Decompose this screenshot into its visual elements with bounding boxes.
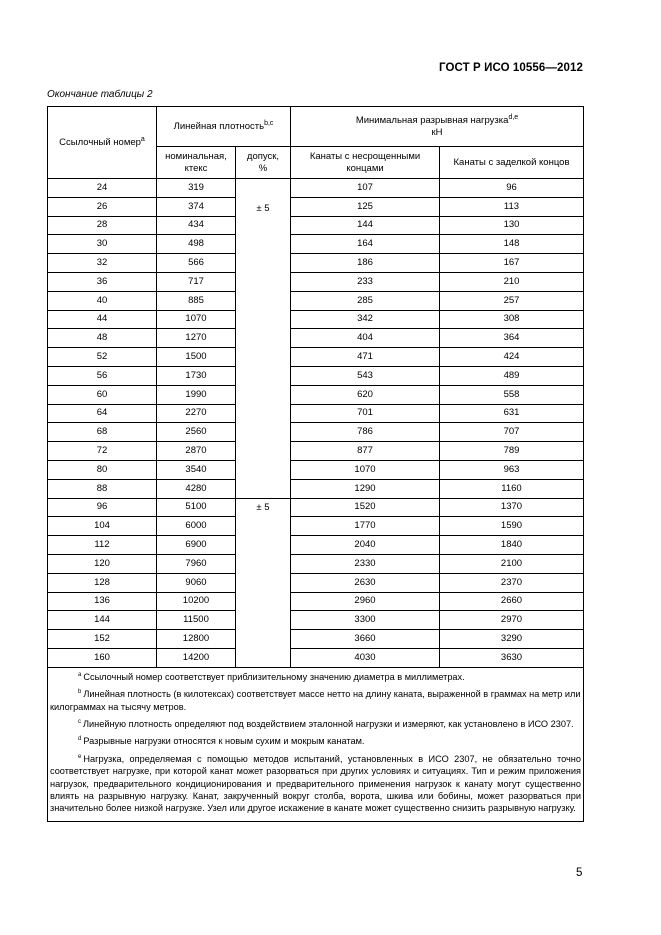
table-row <box>48 573 584 592</box>
cell-ref: 96 <box>48 498 157 517</box>
cell-unspliced: 701 <box>291 404 440 423</box>
table-row <box>48 385 584 404</box>
footnote-text-a: Ссылочный номер соответствует приблизительному значению диаметра в миллиметрах. <box>83 671 465 682</box>
header-ref-number-footnote-mark: a <box>140 135 145 143</box>
cell-density: 7960 <box>157 554 236 573</box>
footnote-text-b: Линейная плотность (в килотексах) соответствует массе нетто на длину каната, выраженной в граммах на метр или килограммах на тысячу метров. <box>50 689 581 712</box>
cell-terminated: 963 <box>440 460 584 479</box>
cell-density: 2270 <box>157 404 236 423</box>
table-row <box>48 479 584 498</box>
cell-density: 12800 <box>157 630 236 649</box>
cell-unspliced: 404 <box>291 329 440 348</box>
footnote-mark-b: b <box>78 689 82 696</box>
table-row <box>48 348 584 367</box>
table-row <box>48 423 584 442</box>
cell-unspliced: 285 <box>291 291 440 310</box>
cell-ref: 26 <box>48 197 157 216</box>
header-tolerance: допуск, % <box>236 147 291 179</box>
cell-density: 6000 <box>157 517 236 536</box>
cell-density: 6900 <box>157 536 236 555</box>
cell-unspliced: 3660 <box>291 630 440 649</box>
footnote-text-d: Разрывные нагрузки относятся к новым сухим и мокрым канатам. <box>83 736 365 747</box>
cell-density: 14200 <box>157 648 236 667</box>
table-row <box>48 254 584 273</box>
table-row <box>48 554 584 573</box>
cell-density: 319 <box>157 179 236 198</box>
cell-ref: 44 <box>48 310 157 329</box>
cell-density: 10200 <box>157 592 236 611</box>
cell-density: 1270 <box>157 329 236 348</box>
cell-density: 1500 <box>157 348 236 367</box>
header-linear-density <box>157 107 291 147</box>
table-row <box>48 460 584 479</box>
cell-ref: 28 <box>48 216 157 235</box>
cell-unspliced: 2630 <box>291 573 440 592</box>
footnote-b <box>50 688 581 713</box>
cell-density: 434 <box>157 216 236 235</box>
header-breaking-load <box>291 107 584 147</box>
table-row <box>48 310 584 329</box>
cell-terminated: 210 <box>440 272 584 291</box>
footnote-mark-c: c <box>78 718 81 725</box>
table-row <box>48 329 584 348</box>
cell-ref: 160 <box>48 648 157 667</box>
table-row <box>48 498 584 517</box>
cell-unspliced: 877 <box>291 442 440 461</box>
table-row <box>48 197 584 216</box>
table-row <box>48 291 584 310</box>
cell-ref: 104 <box>48 517 157 536</box>
cell-unspliced: 1070 <box>291 460 440 479</box>
cell-ref: 52 <box>48 348 157 367</box>
rope-properties-table <box>47 106 584 822</box>
table-caption: Окончание таблицы 2 <box>47 89 153 100</box>
cell-terminated: 631 <box>440 404 584 423</box>
footnote-mark-a: a <box>78 671 82 678</box>
cell-density: 1730 <box>157 366 236 385</box>
cell-ref: 68 <box>48 423 157 442</box>
cell-terminated: 257 <box>440 291 584 310</box>
footnote-text-c: Линейную плотность определяют под воздействием эталонной нагрузки и измеряют, как установлено в ИСО 2307. <box>83 718 574 729</box>
cell-ref: 120 <box>48 554 157 573</box>
cell-unspliced: 125 <box>291 197 440 216</box>
cell-density: 2870 <box>157 442 236 461</box>
cell-ref: 48 <box>48 329 157 348</box>
table-row <box>48 366 584 385</box>
table-row <box>48 272 584 291</box>
cell-unspliced: 2330 <box>291 554 440 573</box>
cell-terminated: 113 <box>440 197 584 216</box>
cell-tolerance-group-1 <box>236 179 291 499</box>
cell-unspliced: 620 <box>291 385 440 404</box>
cell-terminated: 2100 <box>440 554 584 573</box>
cell-unspliced: 2960 <box>291 592 440 611</box>
cell-ref: 24 <box>48 179 157 198</box>
table-row <box>48 404 584 423</box>
cell-terminated: 364 <box>440 329 584 348</box>
cell-ref: 152 <box>48 630 157 649</box>
cell-terminated: 2370 <box>440 573 584 592</box>
footnote-text-e: Нагрузка, определяемая с помощью методов испытаний, установленных в ИСО 2307, не обязательно точно соответствует нагрузке, при которой канат может разорваться при других условиях и ситуациях. Тип и режим приложения нагрузок, предварительного кондиционирования и предварительного применения нагрузок к канату могут существенно влиять на разрывную нагрузку. Канат, закрученный вокруг столба, ворота, шкива или бобины, может разорваться при значительно более низкой нагрузке. Узел или другое искажение в канате может существенно снизить разрывную нагрузку. <box>50 753 581 814</box>
cell-unspliced: 3300 <box>291 611 440 630</box>
cell-density: 498 <box>157 235 236 254</box>
header-breaking-load-unit: кН <box>431 126 443 138</box>
cell-terminated: 3290 <box>440 630 584 649</box>
cell-ref: 72 <box>48 442 157 461</box>
cell-unspliced: 107 <box>291 179 440 198</box>
cell-ref: 30 <box>48 235 157 254</box>
footnote-mark-d: d <box>78 736 82 743</box>
cell-density: 9060 <box>157 573 236 592</box>
cell-ref: 64 <box>48 404 157 423</box>
cell-unspliced: 164 <box>291 235 440 254</box>
cell-terminated: 1840 <box>440 536 584 555</box>
cell-unspliced: 342 <box>291 310 440 329</box>
header-breaking-load-label: Минимальная разрывная нагрузка <box>355 115 509 127</box>
cell-unspliced: 786 <box>291 423 440 442</box>
footnote-d <box>50 735 581 747</box>
header-linear-density-footnote-mark: b,c <box>264 119 274 127</box>
header-nominal: номинальная, ктекс <box>157 147 236 179</box>
cell-terminated: 3630 <box>440 648 584 667</box>
cell-unspliced: 471 <box>291 348 440 367</box>
cell-terminated: 1370 <box>440 498 584 517</box>
cell-ref: 112 <box>48 536 157 555</box>
table-row <box>48 630 584 649</box>
footnote-c <box>50 718 581 730</box>
cell-unspliced: 4030 <box>291 648 440 667</box>
cell-density: 2560 <box>157 423 236 442</box>
cell-terminated: 789 <box>440 442 584 461</box>
cell-terminated: 308 <box>440 310 584 329</box>
table-row <box>48 536 584 555</box>
cell-terminated: 424 <box>440 348 584 367</box>
cell-tolerance: ± 5 <box>256 203 270 214</box>
header-ref-number-label: Ссылочный номер <box>59 136 141 148</box>
cell-ref: 144 <box>48 611 157 630</box>
cell-ref: 36 <box>48 272 157 291</box>
footnote-mark-e: e <box>78 753 82 760</box>
table-row <box>48 648 584 667</box>
cell-tolerance-group-2 <box>236 498 291 667</box>
cell-density: 5100 <box>157 498 236 517</box>
table-row <box>48 216 584 235</box>
cell-density: 11500 <box>157 611 236 630</box>
cell-ref: 56 <box>48 366 157 385</box>
table-footnotes <box>48 667 584 821</box>
cell-ref: 88 <box>48 479 157 498</box>
cell-unspliced: 144 <box>291 216 440 235</box>
table-row <box>48 611 584 630</box>
cell-terminated: 148 <box>440 235 584 254</box>
cell-unspliced: 233 <box>291 272 440 291</box>
cell-unspliced: 186 <box>291 254 440 273</box>
header-breaking-load-footnote-mark: d,e <box>508 113 519 121</box>
page-number: 5 <box>576 867 583 879</box>
cell-density: 717 <box>157 272 236 291</box>
cell-ref: 60 <box>48 385 157 404</box>
cell-density: 4280 <box>157 479 236 498</box>
header-terminated: Канаты с заделкой концов <box>440 147 584 179</box>
cell-terminated: 707 <box>440 423 584 442</box>
cell-density: 374 <box>157 197 236 216</box>
cell-ref: 136 <box>48 592 157 611</box>
cell-density: 1070 <box>157 310 236 329</box>
cell-density: 566 <box>157 254 236 273</box>
cell-ref: 80 <box>48 460 157 479</box>
cell-density: 1990 <box>157 385 236 404</box>
footnote-e <box>50 753 581 815</box>
table-row <box>48 179 584 198</box>
cell-ref: 128 <box>48 573 157 592</box>
header-linear-density-label: Линейная плотность <box>173 120 265 132</box>
cell-terminated: 167 <box>440 254 584 273</box>
header-unspliced: Канаты с несрощенными концами <box>291 147 440 179</box>
cell-terminated: 130 <box>440 216 584 235</box>
cell-ref: 32 <box>48 254 157 273</box>
cell-terminated: 558 <box>440 385 584 404</box>
header-ref-number <box>48 107 157 179</box>
cell-ref: 40 <box>48 291 157 310</box>
cell-unspliced: 543 <box>291 366 440 385</box>
cell-terminated: 2660 <box>440 592 584 611</box>
cell-terminated: 1590 <box>440 517 584 536</box>
cell-unspliced: 1770 <box>291 517 440 536</box>
cell-unspliced: 1520 <box>291 498 440 517</box>
cell-terminated: 489 <box>440 366 584 385</box>
cell-tolerance: ± 5 <box>256 501 270 513</box>
table-row <box>48 592 584 611</box>
table-row <box>48 517 584 536</box>
table-row <box>48 442 584 461</box>
cell-unspliced: 2040 <box>291 536 440 555</box>
footnote-a <box>50 671 581 683</box>
table-row <box>48 235 584 254</box>
cell-density: 3540 <box>157 460 236 479</box>
cell-terminated: 96 <box>440 179 584 198</box>
cell-density: 885 <box>157 291 236 310</box>
document-standard-header: ГОСТ Р ИСО 10556—2012 <box>438 62 583 74</box>
cell-terminated: 1160 <box>440 479 584 498</box>
cell-terminated: 2970 <box>440 611 584 630</box>
cell-unspliced: 1290 <box>291 479 440 498</box>
